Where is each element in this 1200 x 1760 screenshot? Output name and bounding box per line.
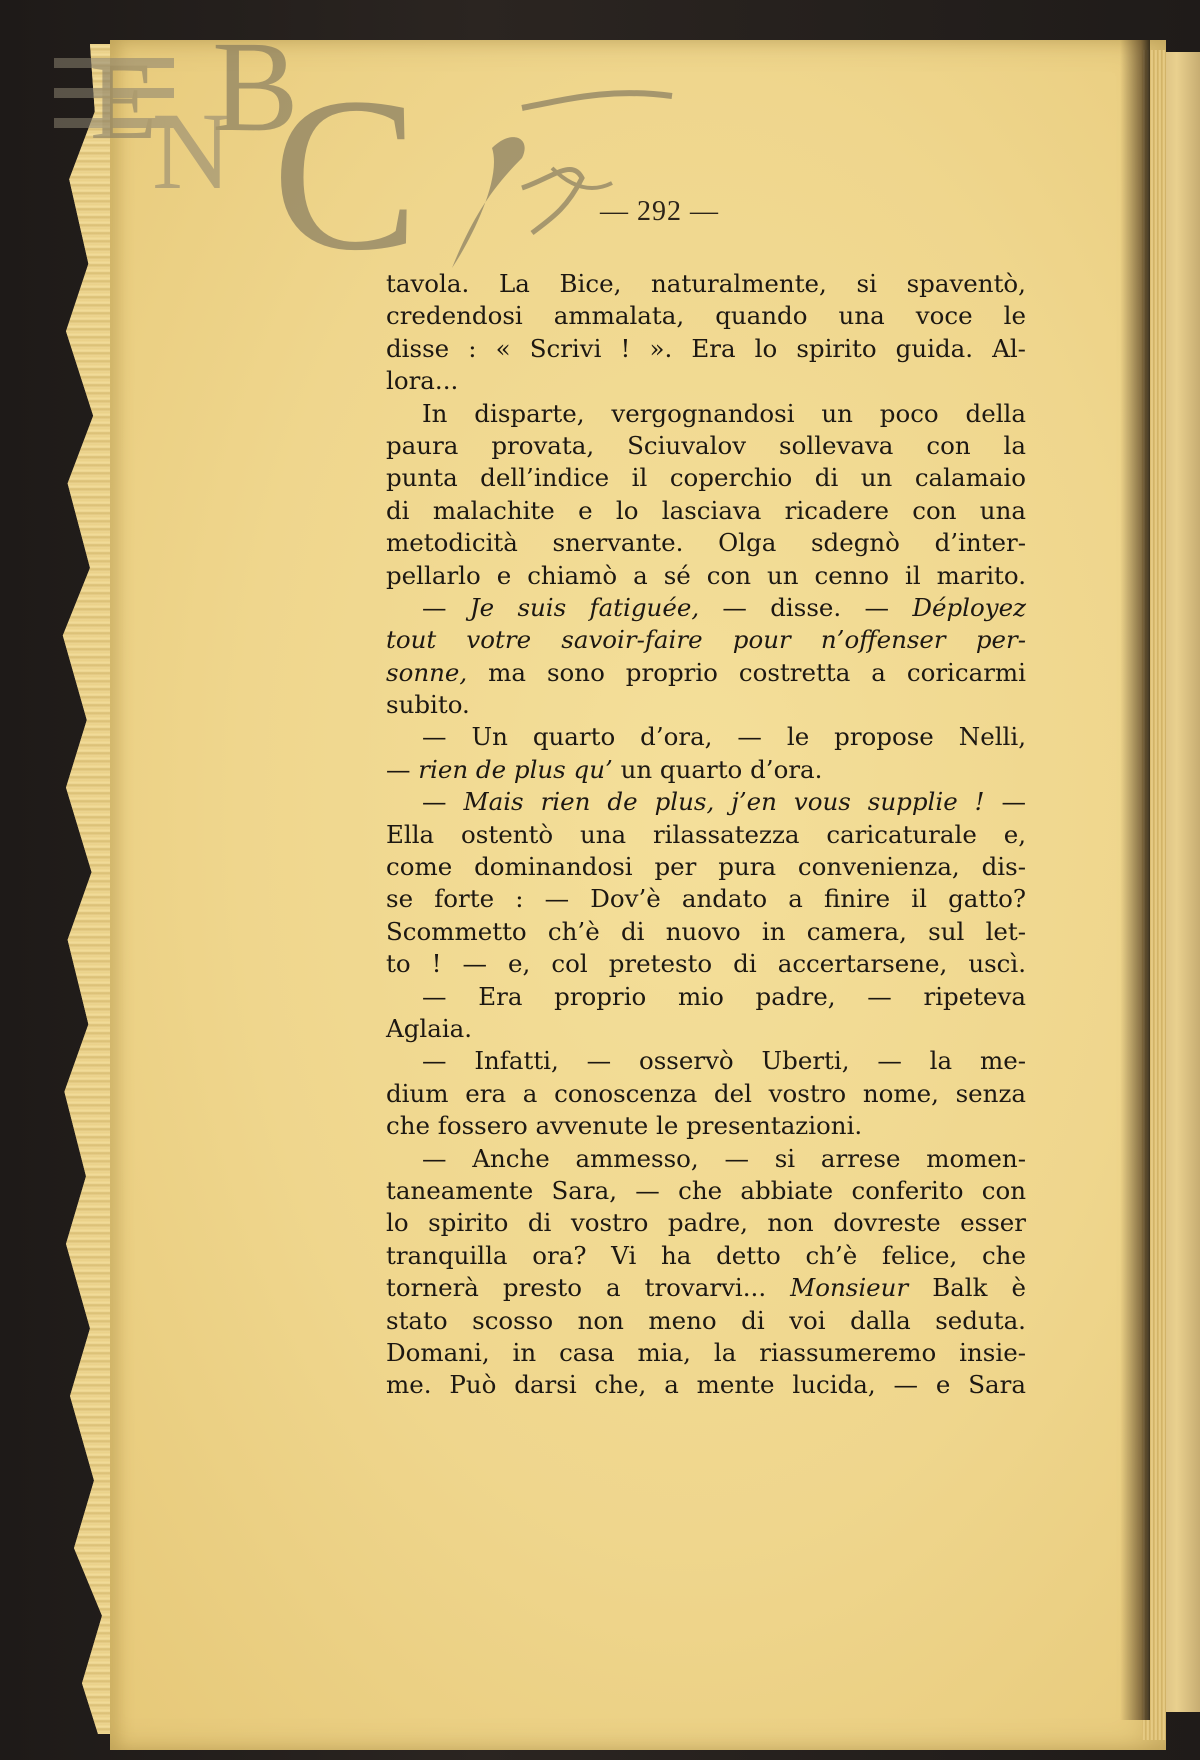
italic-segment: sonne,	[386, 657, 468, 687]
line-text: dium era a conoscenza del vostro nome, senza	[386, 1078, 1026, 1108]
text-line	[386, 657, 1026, 689]
italic-segment: Déployez	[912, 592, 1026, 622]
text-line	[386, 1110, 1026, 1142]
text-segment: tornerà presto a trovarvi...	[386, 1273, 791, 1303]
italic-segment: Je suis fatiguée,	[469, 592, 700, 622]
line-text: lora...	[386, 366, 459, 396]
text-segment: —	[422, 592, 470, 622]
text-line	[386, 365, 1026, 397]
page-number: — 292 —	[600, 196, 719, 227]
text-segment: ma sono proprio costretta a coricarmi	[467, 657, 1026, 687]
line-text: taneamente Sara, — che abbiate conferito con	[386, 1175, 1027, 1205]
text-line	[386, 754, 1026, 786]
text-line	[386, 624, 1026, 656]
watermark-letter-e: E	[90, 40, 158, 162]
text-line	[386, 689, 1026, 721]
line-text: se forte : — Dov’è andato a finire il gatto?	[386, 884, 1026, 914]
line-text: di malachite e lo lasciava ricadere con una	[386, 495, 1026, 525]
text-line	[386, 268, 1026, 300]
line-text: to ! — e, col pretesto di accertarsene, uscì.	[386, 949, 1027, 979]
text-line	[386, 1078, 1026, 1110]
text-line	[386, 1305, 1026, 1337]
line-text: disse : « Scrivi ! ». Era lo spirito guida. Al-	[386, 333, 1026, 363]
text-line	[386, 1143, 1026, 1175]
line-text: me. Può darsi che, a mente lucida, — e Sara	[386, 1370, 1026, 1400]
text-line	[386, 333, 1026, 365]
line-text: come dominandosi per pura convenienza, dis-	[386, 852, 1026, 882]
body-text	[386, 268, 1026, 1402]
line-text: metodicità snervante. Olga sdegnò d’inter-	[386, 528, 1027, 558]
text-segment: — disse. —	[699, 592, 913, 622]
text-line	[386, 592, 1026, 624]
line-text: Ella ostentò una rilassatezza caricaturale e,	[386, 819, 1026, 849]
library-watermark-logo	[52, 18, 702, 278]
text-line	[386, 430, 1026, 462]
line-text: che fossero avvenute le presentazioni.	[386, 1111, 863, 1141]
text-line	[386, 1045, 1026, 1077]
line-text: pellarlo e chiamò a sé con un cenno il marito.	[386, 560, 1027, 590]
line-text: subito.	[386, 690, 470, 720]
text-line	[386, 560, 1026, 592]
text-line	[386, 1272, 1026, 1304]
text-line	[386, 1013, 1026, 1045]
text-line	[386, 1337, 1026, 1369]
watermark-letter-b: B	[212, 18, 299, 159]
text-line	[386, 786, 1026, 818]
text-line	[386, 819, 1026, 851]
text-segment: —	[984, 787, 1027, 817]
text-line	[386, 1240, 1026, 1272]
italic-segment: Monsieur	[790, 1273, 909, 1303]
watermark-letter-c: C	[272, 52, 419, 278]
text-segment: un quarto d’ora.	[612, 754, 823, 784]
text-segment: —	[422, 787, 464, 817]
line-text: credendosi ammalata, quando una voce le	[386, 301, 1026, 331]
text-line	[386, 495, 1026, 527]
text-line	[386, 721, 1026, 753]
text-segment: —	[386, 754, 419, 784]
line-text: — Anche ammesso, — si arrese momen-	[422, 1143, 1026, 1173]
line-text: Scommetto ch’è di nuovo in camera, sul let-	[386, 916, 1027, 946]
line-text: — Era proprio mio padre, — ripeteva	[422, 981, 1027, 1011]
text-line	[386, 948, 1026, 980]
text-segment: Balk è	[908, 1273, 1026, 1303]
line-text: lo spirito di vostro padre, non dovreste esser	[386, 1208, 1026, 1238]
text-line	[386, 916, 1026, 948]
text-line	[386, 527, 1026, 559]
spine-shadow	[1120, 40, 1150, 1720]
line-text: Domani, in casa mia, la riassumeremo insie-	[386, 1337, 1026, 1367]
line-text: stato scosso non meno di voi dalla seduta.	[386, 1305, 1026, 1335]
line-text: tavola. La Bice, naturalmente, si spaventò,	[386, 269, 1026, 298]
text-line	[386, 1207, 1026, 1239]
text-line	[386, 851, 1026, 883]
text-line	[386, 883, 1026, 915]
text-line	[386, 300, 1026, 332]
line-text: punta dell’indice il coperchio di un calamaio	[386, 463, 1027, 493]
line-text: Aglaia.	[386, 1013, 473, 1043]
text-line	[386, 1369, 1026, 1401]
italic-segment: rien de plus qu’	[418, 754, 613, 784]
watermark-letter-n: N	[152, 90, 232, 212]
line-text: — Un quarto d’ora, — le propose Nelli,	[422, 722, 1026, 752]
text-line	[386, 398, 1026, 430]
line-text: paura provata, Sciuvalov sollevava con la	[386, 430, 1026, 460]
text-line	[386, 981, 1026, 1013]
text-line	[386, 462, 1026, 494]
italic-segment: Mais rien de plus, j’en vous supplie !	[463, 787, 985, 817]
line-text: — Infatti, — osservò Uberti, — la me-	[422, 1046, 1026, 1076]
italic-segment: tout votre savoir-faire pour n’offenser per-	[386, 625, 1027, 655]
line-text: tranquilla ora? Vi ha detto ch’è felice, che	[386, 1240, 1026, 1270]
text-line	[386, 1175, 1026, 1207]
line-text: In disparte, vergognandosi un poco della	[422, 398, 1026, 428]
